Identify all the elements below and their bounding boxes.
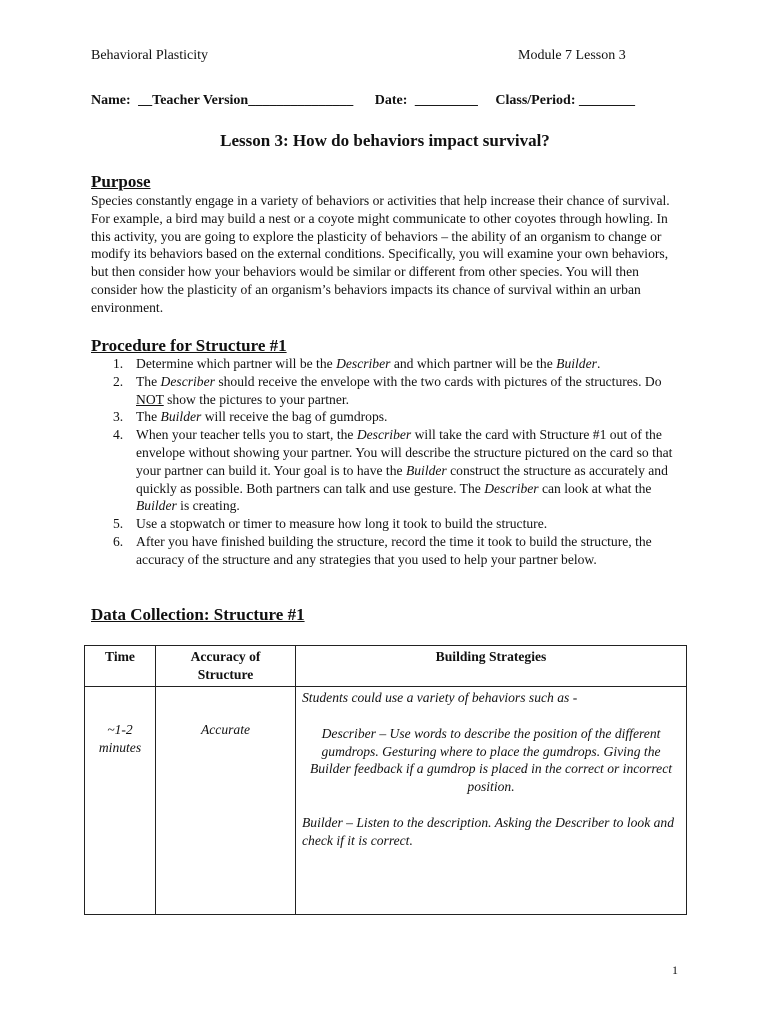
procedure-list <box>91 355 687 569</box>
step-text: Builder <box>160 409 202 425</box>
purpose-paragraph: Species constantly engage in a variety of behaviors or activities that help increase their chance of survival. For example, a bird may build a nest or a coyote might communicate to other coyotes through howling. In this activity, you are going to explore the plasticity of behaviors – the ability of an organism to change or modify its behaviors based on the external conditions. Specifically, you will examine your own behaviors, but then consider how your behaviors would be similar or different from other species. You will then consider how the plasticity of an organism’s behaviors impacts its chance of survival within an urban environment. <box>91 193 670 315</box>
header-module-lesson: Module 7 Lesson 3 <box>518 48 626 63</box>
procedure-step <box>91 515 687 533</box>
time-value: ~1-2 minutes <box>98 722 142 755</box>
header-course-title: Behavioral Plasticity <box>91 48 209 63</box>
step-text: construct the structure as accurately and quickly as possible. Both partners can talk and use gesture. The <box>136 462 668 496</box>
step-number: 5. <box>113 516 124 532</box>
strategy-intro: Students could use a variety of behaviors such as - <box>302 690 578 705</box>
step-text: Builder <box>136 498 177 514</box>
step-text: Describer <box>336 356 391 371</box>
name-value: __Teacher Version_______________ <box>138 93 354 108</box>
name-label: Name: <box>91 93 131 108</box>
step-text: When your teacher tells you to start, the <box>136 427 357 443</box>
step-text: The <box>136 373 161 389</box>
procedure-heading: Procedure for Structure #1 <box>91 336 287 355</box>
step-text: Determine which partner will be the <box>136 356 337 371</box>
student-info-line <box>91 93 691 109</box>
step-text: will receive the bag of gumdrops. <box>201 409 388 425</box>
step-text: The <box>136 409 161 425</box>
purpose-heading: Purpose <box>91 172 151 191</box>
procedure-step <box>91 355 687 373</box>
cell-strategies <box>296 687 687 915</box>
step-text: Builder <box>556 356 597 371</box>
strategy-describer: Describer – Use words to describe the position of the different gumdrops. Gesturing where to place the gumdrops. Giving the Builder feedback if a gumdrop is placed in the correct or incorrect position. <box>309 725 673 795</box>
step-text: Describer <box>160 373 215 389</box>
strategy-builder: Builder – Listen to the description. Asking the Describer to look and check if it is correct. <box>302 814 675 848</box>
procedure-step <box>91 426 687 515</box>
procedure-step <box>91 373 687 409</box>
data-collection-heading: Data Collection: Structure #1 <box>91 605 305 624</box>
step-text: and which partner will be the <box>390 356 557 371</box>
date-label: Date: <box>374 93 408 108</box>
page-number: 1 <box>672 963 678 977</box>
date-blank: _________ <box>414 93 478 108</box>
procedure-step <box>91 408 687 426</box>
step-text: Builder <box>405 462 447 478</box>
step-text: Describer <box>356 427 412 443</box>
step-number: 3. <box>113 409 124 425</box>
accuracy-value: Accurate <box>200 722 251 737</box>
column-header-time: Time <box>85 646 156 687</box>
column-header-accuracy: Accuracy of Structure <box>156 646 296 687</box>
cell-time <box>85 687 156 915</box>
cell-accuracy <box>156 687 296 915</box>
step-text: should receive the envelope with the two cards with pictures of the structures. Do <box>214 373 662 389</box>
step-text: show the pictures to your partner. <box>163 391 350 407</box>
step-text: Use a stopwatch or timer to measure how long it took to build the structure. <box>136 516 548 532</box>
class-blank: ________ <box>579 93 635 108</box>
step-text: After you have finished building the structure, record the time it took to build the structure, the accuracy of the structure and any strategies that you used to help your partner below. <box>136 533 652 567</box>
step-number: 4. <box>113 427 124 443</box>
step-text: is creating. <box>176 498 240 514</box>
table-row <box>85 687 687 915</box>
step-number: 6. <box>113 533 124 549</box>
step-number: 2. <box>113 373 124 389</box>
procedure-step <box>91 533 687 569</box>
table-header-row <box>85 646 687 687</box>
step-text: can look at what the <box>538 480 652 496</box>
step-text: NOT <box>136 391 164 407</box>
step-text: . <box>596 356 601 371</box>
data-table <box>84 645 687 915</box>
step-number: 1. <box>113 356 124 371</box>
column-header-strategies: Building Strategies <box>296 646 687 687</box>
lesson-title: Lesson 3: How do behaviors impact survival? <box>220 131 550 150</box>
step-text: will take the card with Structure #1 out of the envelope without showing your partner. You will describe the structure pictured on the card so that your partner can build it. Your goal is to have the <box>136 427 673 478</box>
step-text: Describer <box>484 480 539 496</box>
class-label: Class/Period: <box>495 93 576 108</box>
